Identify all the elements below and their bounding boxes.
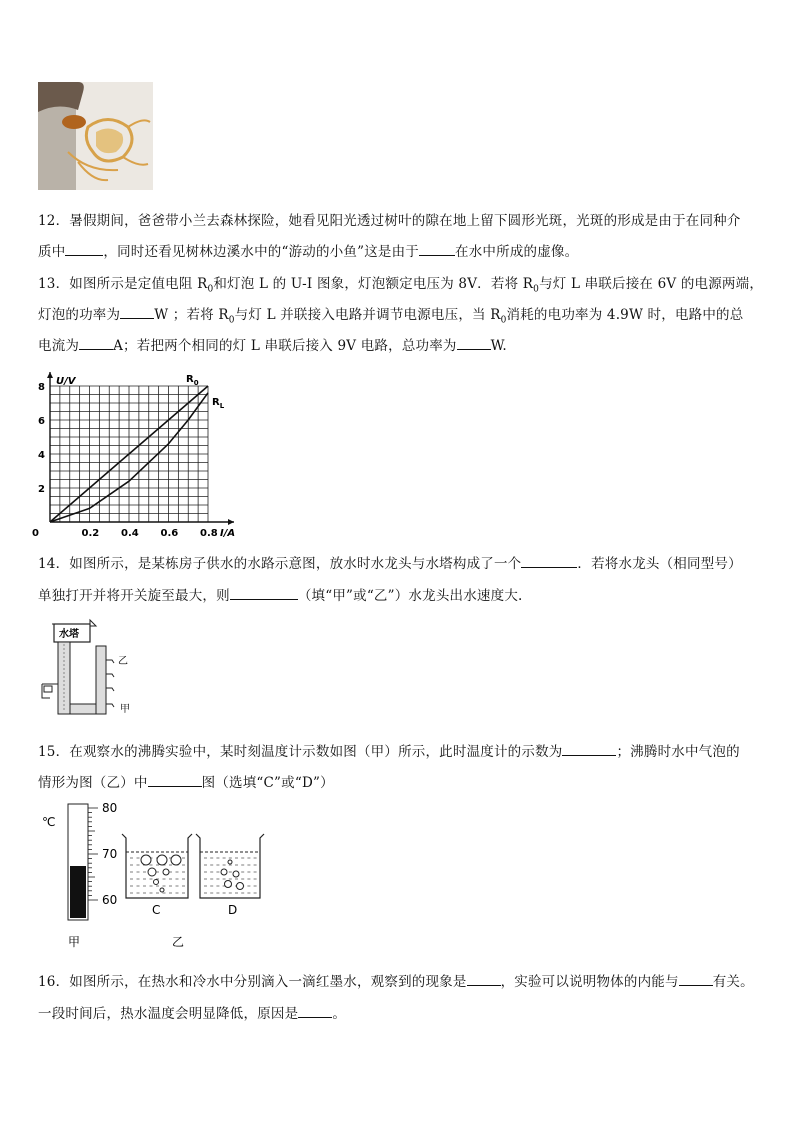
figure-jia-label: 甲	[68, 935, 81, 949]
beaker-d	[196, 834, 264, 898]
q14-text-2a: 单独打开并将开关旋至最大，则	[38, 588, 230, 604]
q16-text-1c: 有关。	[712, 974, 754, 990]
q15-text-1b: ；沸腾时水中气泡的	[616, 744, 740, 760]
q14-line-1	[38, 552, 742, 572]
figure-yi-label: 乙	[172, 935, 185, 949]
q13-blank-1[interactable]	[120, 306, 154, 319]
series-label-rl: $R_L$	[212, 396, 225, 410]
tick-80: 80	[102, 801, 118, 815]
q16-text-1a: 16．如图所示，在热水和冷水中分别滴入一滴红墨水，观察到的现象是	[38, 974, 467, 990]
water-tower-label: 水塔	[59, 629, 79, 640]
q13-text-1a: 13．如图所示是定值电阻 R	[38, 276, 208, 292]
x-axis-label: I/A	[220, 528, 236, 537]
x-tick-label: 0.2	[81, 528, 100, 537]
q12-blank-2[interactable]	[419, 243, 455, 256]
q13-text-3c: W.	[490, 338, 507, 354]
x-tick-label: 0.8	[200, 528, 218, 537]
q12-text-a: 质中	[38, 244, 66, 260]
faucet-jia-label: 甲	[120, 704, 130, 715]
tick-70: 70	[102, 847, 118, 861]
q13-blank-3[interactable]	[457, 337, 491, 350]
q15-text-2a: 情形为图（乙）中	[38, 775, 148, 791]
beaker-d-label: D	[228, 903, 238, 917]
q15-text-1a: 15．在观察水的沸腾实验中，某时刻温度计示数如图（甲）所示，此时温度计的示数为	[38, 744, 563, 760]
q13-text-2c: 与灯 L 并联接入电路并调节电源电压，当 R	[234, 307, 501, 323]
q16-blank-1[interactable]	[467, 973, 501, 986]
q13-line-1	[38, 272, 763, 295]
q14-line-2	[38, 584, 523, 604]
q12-text-b: ，同时还看见树林边溪水中的“游动的小鱼”这是由于	[103, 244, 420, 260]
q15-text-2b: 图（选填“C”或“D”）	[201, 775, 334, 791]
q16-blank-3[interactable]	[298, 1005, 332, 1018]
x-axis-arrow	[228, 519, 234, 525]
q13-line-3	[38, 334, 507, 354]
ui-graph	[28, 362, 258, 537]
x-tick-label: 0.6	[160, 528, 179, 537]
x-tick-label: 0	[32, 528, 39, 537]
q12-line-1: 12．暑假期间，爸爸带小兰去森林探险，她看见阳光透过树叶的隙在地上留下圆形光斑，光斑的形成是由于在同种介	[38, 213, 741, 229]
q12-line-2	[38, 240, 578, 260]
subscript-0: 0	[533, 284, 540, 295]
q14-text-1a: 14．如图所示，是某栋房子供水的水路示意图，放水时水龙头与水塔构成了一个	[38, 556, 522, 572]
q14-text-2b: （填“甲”或“乙”）水龙头出水速度大.	[297, 588, 523, 604]
y-tick-label: 8	[38, 382, 45, 393]
q16-text-2b: 。	[332, 1006, 347, 1022]
q13-text-1c: 与灯 L 串联后接在 6V 的电源两端，	[539, 276, 764, 292]
thermometer-ticks	[88, 808, 98, 900]
water-tower-diagram	[40, 616, 140, 722]
q13-text-3a: 电流为	[38, 338, 80, 354]
q13-text-2b: W ；若将 R	[154, 307, 229, 323]
q12-text-c: 在水中所成的虚像。	[455, 244, 579, 260]
q14-blank-1[interactable]	[521, 555, 577, 568]
x-tick-label: 0.4	[121, 528, 139, 537]
q13-text-3b: A；若把两个相同的灯 L 串联后接入 9V 电路，总功率为	[113, 338, 457, 354]
y-axis-label: U/V	[56, 376, 76, 387]
beaker-c	[122, 834, 192, 898]
q15-blank-1[interactable]	[562, 743, 616, 756]
thermometer-liquid	[70, 866, 86, 918]
sugar-painting-image	[38, 82, 153, 190]
q15-line-1	[38, 740, 740, 760]
q16-text-2a: 一段时间后，热水温度会明显降低，原因是	[38, 1006, 299, 1022]
q16-blank-2[interactable]	[679, 973, 713, 986]
tick-60: 60	[102, 893, 118, 907]
q16-text-1b: ，实验可以说明物体的内能与	[500, 974, 679, 990]
ground-tap-icon	[44, 686, 52, 692]
beaker-c-label: C	[152, 903, 161, 917]
boiling-experiment-figure	[38, 800, 278, 950]
sugar-painting-photo	[38, 82, 153, 190]
series-label-r0: $R_0$	[186, 374, 199, 387]
q14-text-1b: ．若将水龙头（相同型号）	[577, 556, 742, 572]
y-tick-label: 2	[38, 484, 45, 495]
q15-line-2	[38, 771, 334, 791]
faucet-icons	[106, 660, 114, 707]
q13-line-2	[38, 303, 743, 326]
celsius-unit: ℃	[42, 815, 56, 829]
y-tick-label: 6	[38, 416, 45, 427]
q13-text-2a: 灯泡的功率为	[38, 307, 121, 323]
subscript-0: 0	[500, 315, 507, 326]
q12-blank-1[interactable]	[65, 243, 103, 256]
subscript-0: 0	[228, 315, 235, 326]
q16-line-2	[38, 1002, 346, 1022]
q13-blank-2[interactable]	[79, 337, 113, 350]
house-pipe	[96, 646, 106, 714]
y-axis-arrow	[47, 372, 53, 378]
q13-text-1b: 和灯泡 L 的 U-I 图象，灯泡额定电压为 8V．若将 R	[213, 276, 534, 292]
q15-blank-2[interactable]	[148, 774, 202, 787]
y-tick-label: 4	[38, 450, 45, 461]
subscript-0: 0	[207, 284, 214, 295]
q14-blank-2[interactable]	[230, 587, 298, 600]
faucet-yi-label: 乙	[118, 656, 128, 667]
q13-text-2d: 消耗的电功率为 4.9W 时，电路中的总	[506, 307, 744, 323]
q16-line-1	[38, 970, 754, 990]
